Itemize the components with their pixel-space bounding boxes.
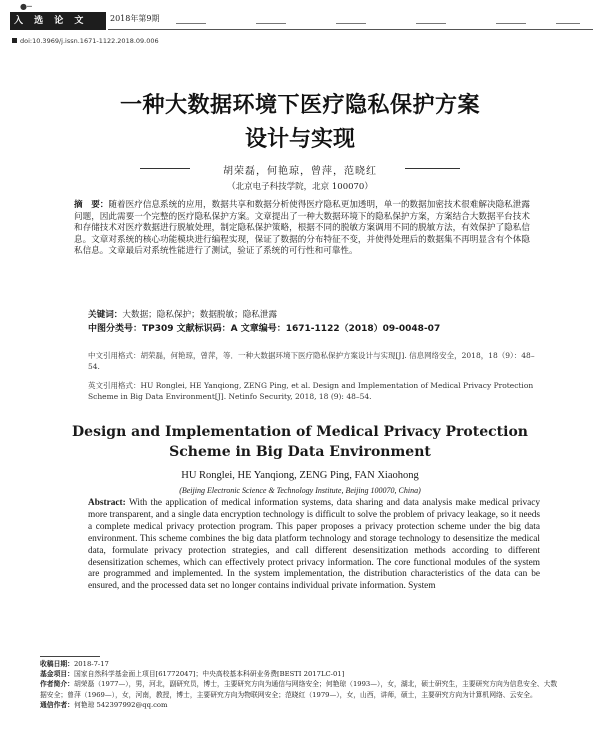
header-dash <box>416 23 446 24</box>
abstract-en-text: With the application of medical information systems, data sharing and data analysis make medical privacy more transparent, and a single data encryption technology is difficult to solve the problem of privacy leakage, so it needs a complete medical privacy protection program. This paper proposes a privacy protection scheme under the big data environment. This scheme combines the big data platform technology and storage technology to desensitize the medical data, formulate privacy protection strategies, and call different desensitization methods according to different desensitization schemes, which can effectively protect privacy information. The core functional modules of the system are programmed and implemented. In the system implementation, the distribution characteristics of the data can be ensured, and the processed data set no longer contains individual private information. System <box>88 498 540 592</box>
keywords-cn-text: 大数据；隐私保护；数据脱敏；隐私泄露 <box>122 310 278 320</box>
contact-text: 何艳琼 542397992@qq.com <box>73 700 168 709</box>
doi-bullet-icon <box>12 38 17 43</box>
header-dash <box>256 23 286 24</box>
fund-label: 基金项目： <box>40 670 74 679</box>
journal-section-label: 入 选 论 文 <box>10 12 106 30</box>
received-label: 收稿日期： <box>40 660 74 668</box>
fund-text: 国家自然科学基金面上项目[61772047]；中央高校基本科研业务费[BESTI 2017LC-01] <box>73 670 345 679</box>
header-dash <box>496 23 526 24</box>
keywords-cn-label: 关键词： <box>88 310 123 320</box>
received-date: 2018-7-17 <box>73 660 109 668</box>
footnote-bio <box>40 679 560 699</box>
classification-cn: 中图分类号：TP309 文献标识码：A 文章编号：1671-1122（2018）09-0048-07 <box>88 324 441 334</box>
citation-cn: 中文引用格式：胡荣磊，何艳琼，曾萍，等．一种大数据环境下医疗隐私保护方案设计与实现[J]. 信息网络安全，2018，18（9）：48–54. <box>88 351 535 371</box>
footnote-rule <box>40 656 100 657</box>
authors-cn: 胡荣磊，何艳琼，曾萍，范晓红 <box>223 166 377 177</box>
abstract-cn-label: 摘 要： <box>74 200 109 210</box>
issue-label: 2018年第9期 <box>110 14 160 23</box>
footnote-fund <box>40 669 560 679</box>
header-dash <box>176 23 206 24</box>
title-cn-line2: 设计与实现 <box>244 127 355 152</box>
bio-text: 胡荣磊（1977—），男，河北，副研究员，博士，主要研究方向为通信与网络安全；何艳琼（1993—），女，湖北，硕士研究生，主要研究方向为信息安全、大数据安全；曾萍（1969—），女，河南，教授，博士，主要研究方向为物联网安全；范晓红（1979—），女，山西，讲师，硕士，主要研究方向为计算机网络、云安全。 <box>40 680 558 699</box>
keywords-cn <box>88 308 528 320</box>
header-dash <box>336 23 366 24</box>
author-rule-right <box>405 168 460 169</box>
header-rule <box>108 29 593 30</box>
authors-en: HU Ronglei, HE Yanqiong, ZENG Ping, FAN Xiaohong <box>181 470 419 481</box>
header-dash <box>556 23 580 24</box>
journal-mark: ●─ <box>20 2 32 11</box>
citation-en: 英文引用格式：HU Ronglei, HE Yanqiong, ZENG Ping, et al. Design and Implementation of Medical Privacy Protection Scheme in Big Data Environment[J]. Netinfo Security, 2018, 18 (9): 48–54. <box>88 381 534 401</box>
abstract-cn <box>74 200 530 258</box>
abstract-en <box>88 498 540 593</box>
affiliation-cn: （北京电子科技学院，北京 100070） <box>227 182 373 192</box>
contact-label: 通信作者： <box>40 700 74 709</box>
doi-text: doi:10.3969/j.issn.1671-1122.2018.09.006 <box>20 37 159 45</box>
bio-label: 作者简介： <box>40 680 74 689</box>
title-cn-line1: 一种大数据环境下医疗隐私保护方案 <box>119 93 480 118</box>
affiliation-en: (Beijing Electronic Science & Technology Institute, Beijing 100070, China) <box>179 486 421 495</box>
title-en: Design and Implementation of Medical Privacy Protection Scheme in Big Data Environment <box>72 424 528 460</box>
abstract-cn-text: 随着医疗信息系统的应用，数据共享和数据分析使得医疗隐私更加透明，单一的数据加密技术很难解决隐私泄露问题，因此需要一个完整的医疗隐私保护方案。文章提出了一种大数据环境下的隐私保护方案，方案结合大数据平台技术和存储技术对医疗数据进行脱敏处理，制定隐私保护策略，根据不同的脱敏方案调用不同的脱敏方法，有效保护了隐私信息。文章对系统的核心功能模块进行编程实现，保证了数据的分布特征不变，并使得处理后的数据集不再明显含有个体隐私信息。文章最后对系统性能进行了测试，验证了系统的可行性和可靠性。 <box>74 200 530 257</box>
abstract-en-label: Abstract: <box>88 498 126 508</box>
footnote-contact <box>40 700 560 710</box>
footnotes <box>40 659 560 710</box>
footnote-received <box>40 659 560 669</box>
